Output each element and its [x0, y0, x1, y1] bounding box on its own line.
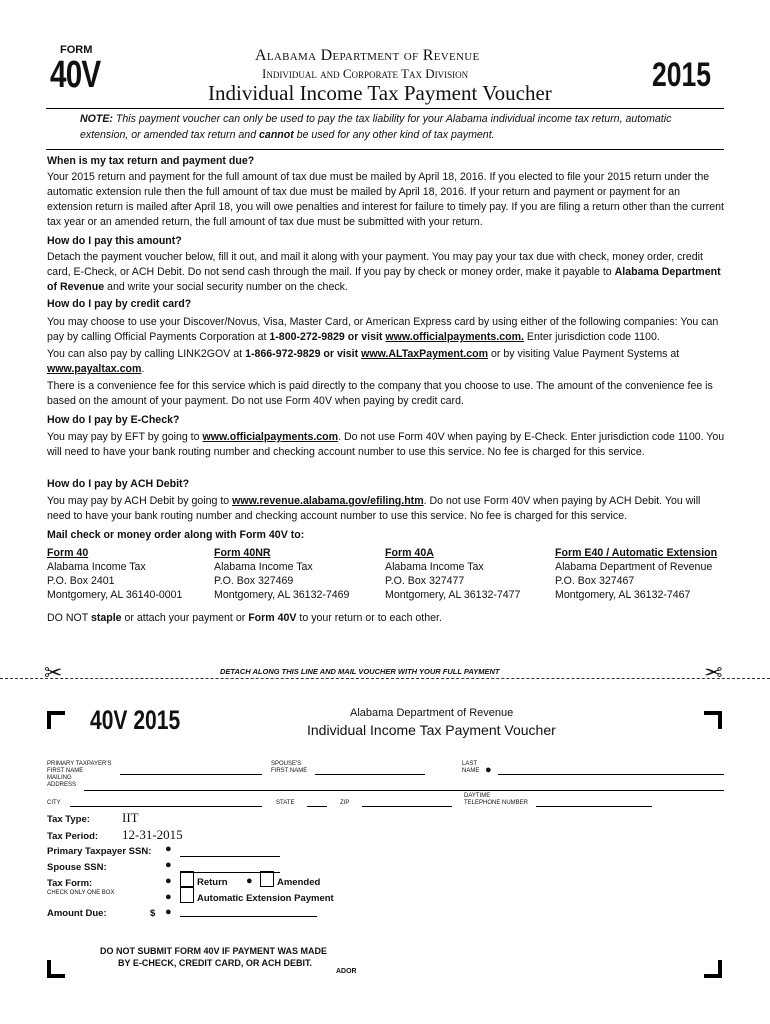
bullet: ●	[165, 906, 172, 918]
return-checkbox[interactable]	[180, 871, 194, 887]
cc-text-3: You can also pay by calling LINK2GOV at	[47, 348, 246, 360]
tax-period-value: 12-31-2015	[122, 827, 183, 842]
daytime-phone-label	[464, 793, 528, 807]
voucher-code: 40V 2015	[90, 705, 181, 735]
state-label: STATE	[276, 800, 295, 806]
voucher-title: Individual Income Tax Payment Voucher	[307, 722, 556, 738]
amount-due-label: Amount Due:	[47, 908, 107, 919]
ach-paragraph	[47, 494, 725, 524]
division-name: Individual and Corporate Tax Division	[262, 66, 469, 81]
scissors-icon: ✂	[44, 660, 63, 685]
how-text-2: and write your social security number on the check.	[104, 281, 348, 293]
mailing-address-field[interactable]	[84, 790, 724, 791]
form-number: 40V	[50, 54, 101, 96]
corner-mark	[47, 960, 65, 978]
how-paragraph	[47, 250, 725, 295]
cc-link-officialpayments[interactable]: www.officialpayments.com.	[385, 331, 524, 343]
warning-line-2: BY E-CHECK, CREDIT CARD, OR ACH DEBIT.	[118, 958, 313, 968]
address-line: Alabama Income Tax	[385, 561, 484, 573]
label-line: TELEPHONE NUMBER	[464, 800, 529, 806]
credit-card-heading: How do I pay by credit card?	[47, 298, 192, 310]
echeck-heading: How do I pay by E-Check?	[47, 414, 180, 426]
primary-first-name-field[interactable]	[120, 774, 262, 775]
staple-bold-2: Form 40V	[248, 612, 297, 624]
cc-text-2: Enter jurisdiction code 1100.	[523, 331, 660, 343]
note-prefix: NOTE:	[80, 113, 113, 125]
cc-text-5: .	[141, 363, 145, 375]
department-name: Alabama Department of Revenue	[255, 47, 480, 64]
corner-mark	[47, 711, 65, 729]
dollar-sign: $	[150, 908, 156, 919]
bullet: ●	[165, 843, 172, 855]
bullet: ●	[165, 891, 172, 903]
tax-type-value: IIT	[122, 810, 139, 825]
address-line: Montgomery, AL 36132-7477	[385, 589, 521, 601]
label-line: ADDRESS	[47, 782, 77, 788]
ec-text-1: You may pay by EFT by going to	[47, 431, 203, 443]
label-line: LAST	[462, 761, 478, 767]
echeck-paragraph	[47, 430, 725, 460]
address-line: P.O. Box 327467	[555, 575, 635, 587]
address-line: Alabama Income Tax	[47, 561, 146, 573]
ador-label: ADOR	[336, 968, 357, 975]
ach-link[interactable]: www.revenue.alabama.gov/efiling.htm	[232, 495, 424, 507]
address-line: Alabama Department of Revenue	[555, 561, 713, 573]
note-text-1: This payment voucher can only be used to pay the tax liability for your Alabama individual income tax return, automatic extension, or amended tax return and	[80, 113, 672, 141]
note-cannot: cannot	[259, 129, 294, 141]
last-name-label	[462, 761, 479, 775]
primary-first-name-label	[47, 761, 112, 775]
when-paragraph: Your 2015 return and payment for the full amount of tax due must be mailed by April 18, 2016. If you elected to file your 2015 return under the automatic extension rule then the full amount of tax due must be mailed by April 18, 2016. If your return and payment or payment for an extension return is mailed after April 18, you will owe penalties and interest for failure to timely pay. If you are filing a return other than the current tax year or an amended return, the full amount of tax due must be submitted with your return.	[47, 171, 724, 228]
tax-period-label: Tax Period:	[47, 831, 99, 842]
zip-field[interactable]	[362, 806, 452, 807]
how-text-1: Detach the payment voucher below, fill it out, and mail it along with your payment. You may pay your tax due with check, money order, credit card, E-Check, or ACH Debit. Do not send cash through the mail. If you pay by check or money order, make it payable to	[47, 251, 703, 278]
label-line: DAYTIME	[464, 793, 491, 799]
when-heading: When is my tax return and payment due?	[47, 155, 255, 167]
how-payee: Alabama Department of Revenue	[47, 266, 721, 293]
address-form-40a	[385, 546, 545, 602]
spouse-ssn-label: Spouse SSN:	[47, 862, 107, 873]
address-form-label: Form 40A	[385, 547, 434, 559]
ec-text-2: . Do not use Form 40V when paying by E-Check. Enter jurisdiction code 1100. You will need to have your bank routing number and checking account number to use this service. No fee is charged for this service.	[47, 431, 725, 458]
label-line: SPOUSE'S	[271, 761, 302, 767]
mail-heading: Mail check or money order along with Form 40V to:	[47, 529, 305, 541]
tax-type-label: Tax Type:	[47, 814, 90, 825]
note-text-2: be used for any other kind of tax payment.	[293, 129, 495, 141]
address-form-label: Form E40 / Automatic Extension	[555, 547, 718, 559]
spouse-first-name-field[interactable]	[315, 774, 425, 775]
last-name-field[interactable]	[498, 774, 724, 775]
cc-text-4: or by visiting Value Payment Systems at	[488, 348, 680, 360]
city-field[interactable]	[70, 806, 262, 807]
cc-link-payaltax[interactable]: www.payaltax.com	[47, 363, 142, 375]
primary-ssn-label: Primary Taxpayer SSN:	[47, 846, 152, 857]
address-line: P.O. Box 2401	[47, 575, 115, 587]
note-text	[80, 111, 720, 143]
corner-mark	[704, 960, 722, 978]
cc-text-1: You may choose to use your Discover/Novus, Visa, Master Card, or American Express card by using either of the following companies: You can pay by calling Official Payments Corporation at	[47, 316, 719, 343]
label-line: FIRST NAME	[271, 768, 308, 774]
credit-card-paragraph-1	[47, 315, 725, 345]
scissors-icon: ✂	[704, 660, 723, 685]
address-line: P.O. Box 327469	[214, 575, 294, 587]
bullet: ●	[485, 764, 492, 776]
return-label: Return	[197, 877, 228, 888]
form-label: FORM	[60, 44, 93, 56]
zip-label: ZIP	[340, 800, 350, 806]
bullet: ●	[165, 859, 172, 871]
spouse-first-name-label	[271, 761, 307, 775]
address-form-40nr	[214, 546, 374, 602]
amended-checkbox[interactable]	[260, 871, 274, 887]
primary-ssn-field[interactable]	[180, 856, 280, 857]
label-line: PRIMARY TAXPAYER'S	[47, 761, 112, 767]
corner-mark	[704, 711, 722, 729]
ach-text-2: . Do not use Form 40V when paying by ACH Debit. You will need to have your bank routing number and checking account number to use this service. No fee is charged for this service.	[47, 495, 701, 522]
ec-link[interactable]: www.officialpayments.com	[202, 431, 339, 443]
city-label: CITY	[47, 800, 61, 806]
auto-extension-label: Automatic Extension Payment	[197, 893, 334, 904]
state-field[interactable]	[307, 806, 327, 807]
cc-phone-2: 1-866-972-9829 or visit	[245, 348, 359, 360]
mailing-address-label	[47, 775, 76, 789]
auto-extension-checkbox[interactable]	[180, 887, 194, 903]
amount-due-field[interactable]	[180, 916, 317, 917]
credit-card-paragraph-2	[47, 347, 725, 377]
staple-text-1: DO NOT	[47, 612, 91, 624]
amended-label: Amended	[277, 877, 321, 888]
address-line: Montgomery, AL 36132-7467	[555, 589, 691, 601]
cc-link-altaxpayment[interactable]: www.ALTaxPayment.com	[361, 348, 489, 360]
detach-instruction: DETACH ALONG THIS LINE AND MAIL VOUCHER WITH YOUR FULL PAYMENT	[220, 667, 500, 676]
staple-text-2: or attach your payment or	[121, 612, 249, 624]
label-line: MAILING	[47, 775, 72, 781]
address-line: P.O. Box 327477	[385, 575, 465, 587]
label-line: NAME	[462, 768, 480, 774]
address-line: Montgomery, AL 36132-7469	[214, 589, 350, 601]
ach-heading: How do I pay by ACH Debit?	[47, 478, 190, 490]
staple-bold-1: staple	[90, 612, 122, 624]
staple-warning	[47, 611, 725, 626]
address-line: Montgomery, AL 36140-0001	[47, 589, 183, 601]
page-title: Individual Income Tax Payment Voucher	[208, 81, 552, 105]
daytime-phone-field[interactable]	[536, 806, 652, 807]
address-line: Alabama Income Tax	[214, 561, 313, 573]
address-form-label: Form 40NR	[214, 547, 271, 559]
cc-phone-1: 1-800-272-9829 or visit	[269, 331, 383, 343]
address-form-40	[47, 546, 207, 602]
bullet: ●	[165, 875, 172, 887]
staple-text-3: to your return or to each other.	[296, 612, 442, 624]
how-heading: How do I pay this amount?	[47, 235, 182, 247]
check-one-note: CHECK ONLY ONE BOX	[47, 890, 115, 896]
ach-text-1: You may pay by ACH Debit by going to	[47, 495, 233, 507]
tax-form-label: Tax Form:	[47, 878, 93, 889]
bullet: ●	[246, 875, 253, 887]
address-form-label: Form 40	[47, 547, 89, 559]
warning-line-1: DO NOT SUBMIT FORM 40V IF PAYMENT WAS MADE	[100, 946, 328, 956]
detach-line	[0, 678, 770, 679]
voucher-dept: Alabama Department of Revenue	[350, 707, 514, 719]
address-form-e40	[555, 546, 727, 602]
credit-card-paragraph-3: There is a convenience fee for this service which is paid directly to the company that you choose to use. The amount of the convenience fee is based on the amount of your payment. Do not use Form 40V when paying by credit card.	[47, 380, 713, 407]
label-line: FIRST NAME	[47, 768, 84, 774]
tax-year: 2015	[652, 56, 711, 94]
